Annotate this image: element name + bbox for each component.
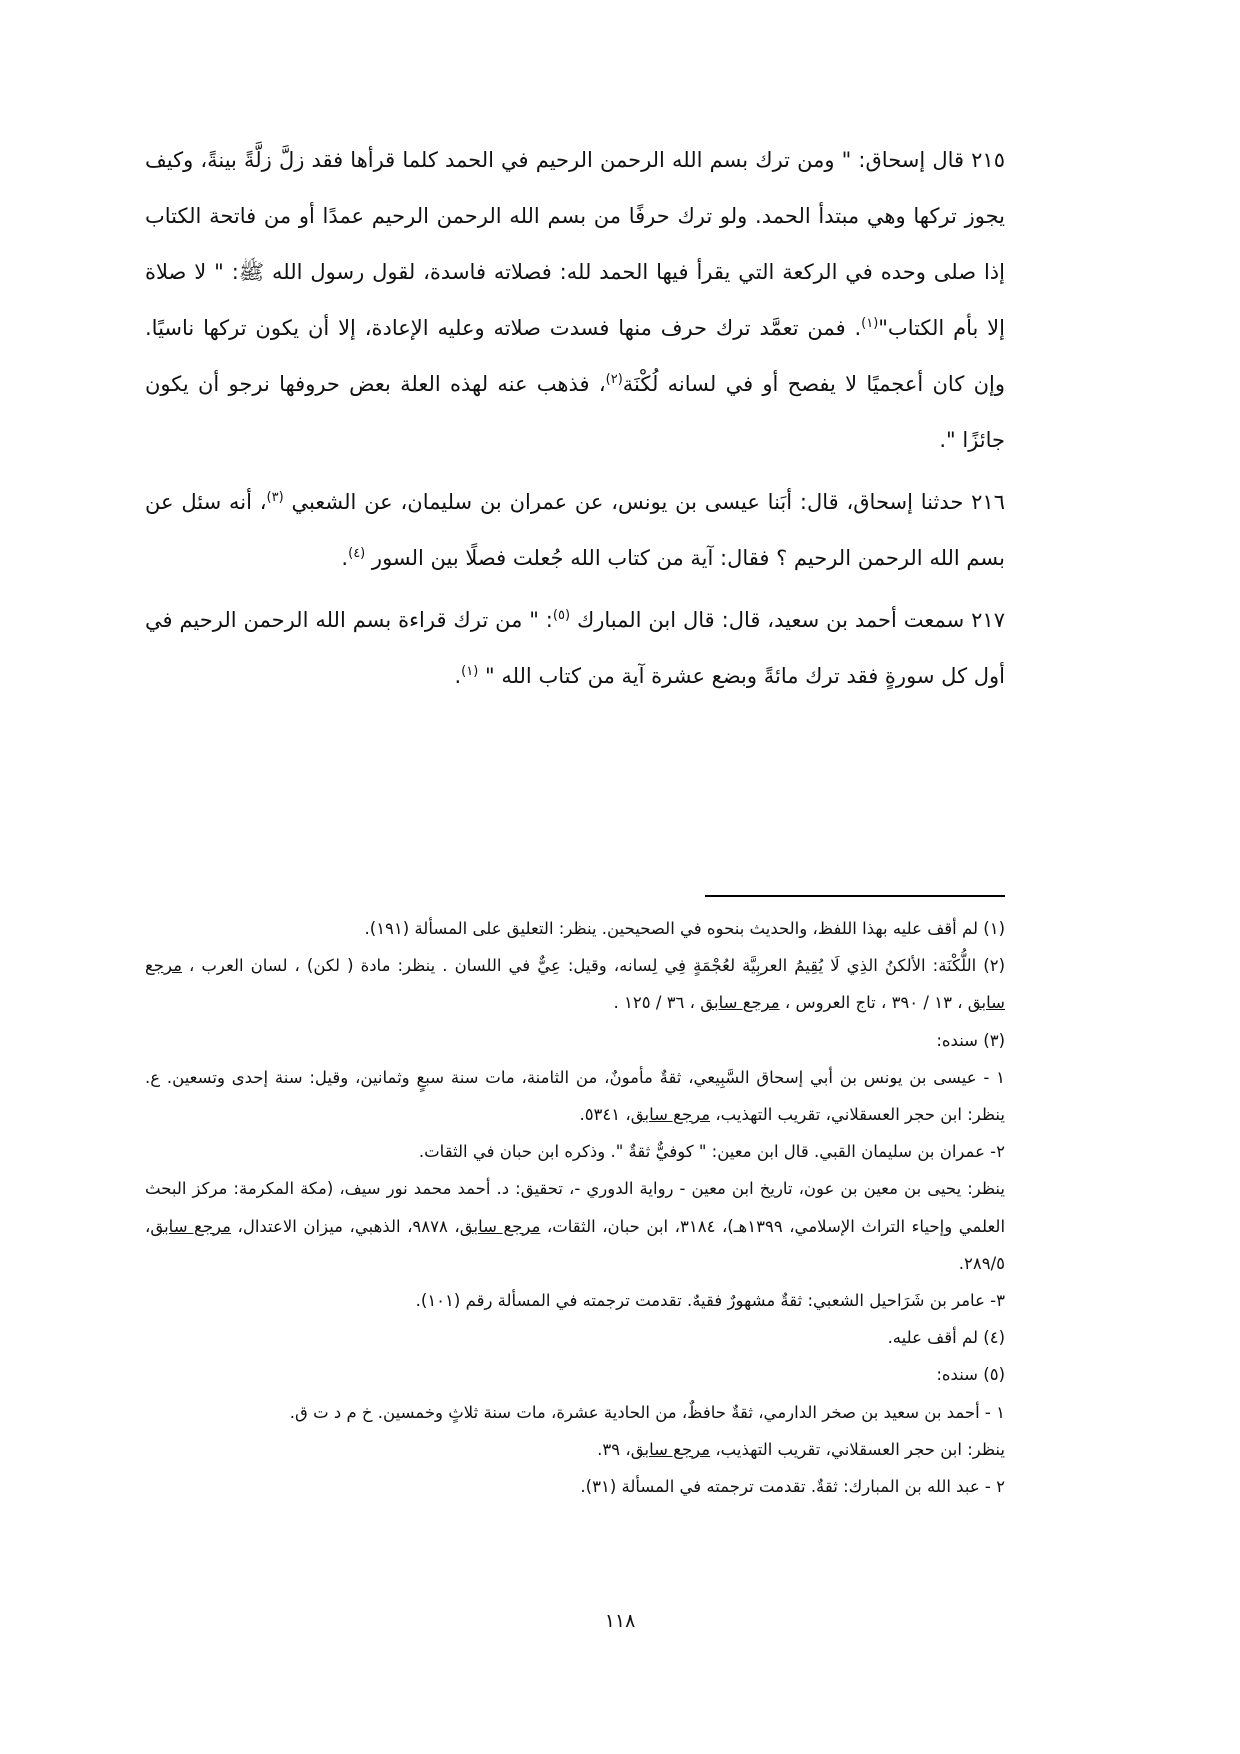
paragraph-text: ، أنه سئل عن بسم الله الرحمن الرحيم ؟ فقال: آية من كتاب الله جُعلت فصلًا بين السور <box>145 490 1005 570</box>
reference-link[interactable]: مرجع سابق <box>145 956 1005 1013</box>
footnote-text: ١ - عيسى بن يونس بن أبي إسحاق السَّبِيعي، ثقةٌ مأمونٌ، من الثامنة، مات سنة سبعٍ وثمانين، وقيل: سنة إحدى وتسعين. ع. ينظر: ابن حجر العسقلاني، تقريب التهذيب، <box>145 1067 1005 1125</box>
footnote-text: ، ٣٦ / ١٢٥ . <box>613 993 701 1013</box>
footnote-text: ينظر: ابن حجر العسقلاني، تقريب التهذيب، <box>710 1439 1005 1459</box>
paragraph-text: : " من ترك قراءة بسم الله الرحمن الرحيم في أول كل سورةٍ فقد ترك مائةً وبضع عشرة آية من كتاب الله " <box>145 608 1005 688</box>
footnote-ref[interactable]: (٤) <box>348 546 366 561</box>
footnote-ref[interactable]: (١) <box>861 316 879 331</box>
page-number: ١١٨ <box>604 1610 636 1632</box>
footnote-text: ، ١٣ / ٣٩٠ ، تاج العروس ، <box>779 993 968 1013</box>
footnote-5-narrator-1: ١ - أحمد بن سعيد بن صخر الدارمي، ثقةٌ حافظٌ، من الحادية عشرة، مات سنة ثلاثٍ وخمسين. خ م د ت ق. <box>289 1402 1005 1422</box>
reference-link[interactable]: مرجع سابق <box>630 1105 711 1125</box>
paragraph-text: ٢١٦ حدثنا إسحاق، قال: أبَنا عيسى بن يونس، عن عمران بن سليمان، عن الشعبي <box>283 490 1005 514</box>
footnote-ref[interactable]: (٥) <box>552 608 571 623</box>
footnote-text: ، ٣٩. <box>597 1439 631 1459</box>
reference-link[interactable]: مرجع سابق <box>630 1439 711 1459</box>
footnote-4: (٤) لم أقف عليه. <box>887 1328 1005 1348</box>
footnote-3-sources <box>145 1170 1005 1282</box>
footnotes <box>145 910 1005 1505</box>
footnote-3-narrator-3: ٣- عامر بن شَرَاحيل الشعبي: ثقةٌ مشهورٌ فقيهٌ. تقدمت ترجمته في المسألة رقم (١٠١). <box>415 1291 1005 1311</box>
footnote-1: (١) لم أقف عليه بهذا اللفظ، والحديث بنحوه في الصحيحين. ينظر: التعليق على المسألة (١٩١). <box>364 919 1005 938</box>
footnote-text: ، ٥٣٤١. <box>579 1105 631 1125</box>
footnote-ref[interactable]: (٣) <box>266 490 284 505</box>
reference-link[interactable]: مرجع سابق <box>700 993 780 1013</box>
reference-link[interactable]: مرجع سابق <box>150 1216 231 1236</box>
footnote-2 <box>145 947 1005 1021</box>
paragraph-text: ٢١٥ قال إسحاق: " ومن ترك بسم الله الرحمن الرحيم في الحمد كلما قرأها فقد زلَّ زلَّةً بينةً، وكيف يجوز تركها وهي مبتدأ الحمد. ولو ترك حرفًا من بسم الله الرحمن الرحيم عمدًا أو من فاتحة الكتاب إذا صلى وحده في الركعة التي يقرأ فيها الحمد لله: فصلاته فاسدة، لقول رسول الله ﷺ: " لا صلاة إلا بأم الكتاب" <box>145 148 1005 340</box>
footnote-5-narrator-2: ٢ - عبد الله بن المبارك: ثقةٌ. تقدمت ترجمته في المسألة (٣١). <box>580 1477 1005 1497</box>
paragraph-217 <box>145 592 1005 704</box>
footnote-text: ، ٢٨٩/٥. <box>145 1216 1005 1273</box>
footnote-5-sources <box>145 1431 1005 1468</box>
paragraph-215 <box>145 132 1005 468</box>
paragraph-text: . <box>341 546 349 570</box>
footnote-text: ، ٩٨٧٨، الذهبي، ميزان الاعتدال، <box>230 1216 460 1236</box>
paragraph-text: . <box>454 664 462 688</box>
footnote-3-narrator-1 <box>145 1059 1005 1133</box>
reference-link[interactable]: مرجع سابق <box>459 1216 541 1236</box>
paragraph-216 <box>145 474 1005 586</box>
footnote-ref[interactable]: (١) <box>461 664 479 679</box>
footnote-text: (٢) اللُّكْنَة: الألكنُ الذِي لَا يُقِيمُ العربِيَّة لعُجْمَةٍ فِي لِسانه، وقيل: عِيٌّ في اللسان . ينظر: مادة ( لكن) ، لسان العرب ، <box>181 956 1005 976</box>
footnote-3: (٣) سنده: <box>936 1030 1005 1050</box>
main-text <box>145 132 1005 710</box>
footnote-5: (٥) سنده: <box>936 1365 1005 1385</box>
footnote-3-narrator-2: ٢- عمران بن سليمان القبي. قال ابن معين: " كوفيٌّ ثقةٌ ". وذكره ابن حبان في الثقات. <box>418 1142 1005 1162</box>
paragraph-text: ، فذهب عنه لهذه العلة بعض حروفها نرجو أن يكون جائزًا ". <box>145 372 1005 452</box>
footnote-separator <box>705 895 1005 897</box>
paragraph-text: ٢١٧ سمعت أحمد بن سعيد، قال: قال ابن المبارك <box>570 608 1005 632</box>
footnote-text: ينظر: يحيى بن معين بن عون، تاريخ ابن معين - رواية الدوري -، تحقيق: د. أحمد محمد نور سيف، (مكة المكرمة: مركز البحث العلمي وإحياء التراث الإسلامي، ١٣٩٩هـ)، ٣١٨٤، ابن حبان، الثقات، <box>145 1179 1006 1236</box>
footnote-ref[interactable]: (٢) <box>605 372 623 387</box>
paragraph-text: . فمن تعمَّد ترك حرف منها فسدت صلاته وعليه الإعادة، إلا أن يكون تركها ناسيًا. وإن كان أعجميًا لا يفصح أو في لسانه لُكْنَة <box>145 316 1005 396</box>
